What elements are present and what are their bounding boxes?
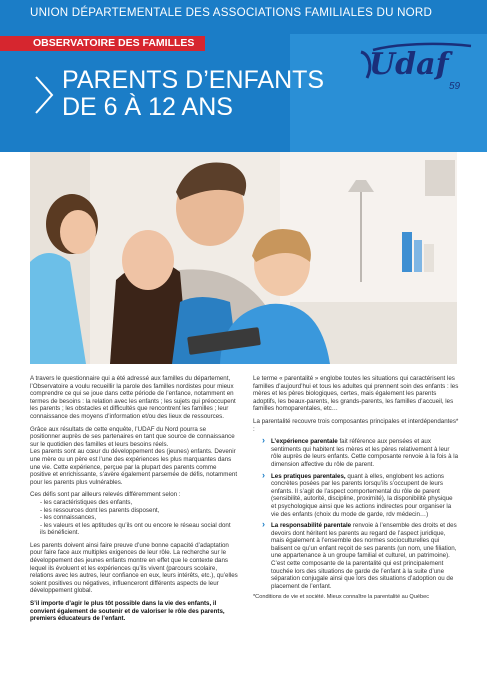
bullet-pratiques bbox=[263, 473, 459, 519]
section-label: OBSERVATOIRE DES FAMILLES bbox=[33, 37, 195, 49]
paragraph-intro: A travers le questionnaire qui a été adressé aux familles du département, l’Observatoire a voulu recueillir la parole des familles nordistes pour mieux comprendre ce qui se joue dans cette période de l’enfance, notamment en termes de besoins : la relation avec les enfants ; les sujets qui préoccupent les parents ; les obstacles et difficultés que rencontrent les familles ; leur connaissance des moyens d’information et/ou des lieux de ressources. bbox=[30, 375, 236, 420]
footnote: *Conditions de vie et société. Mieux connaître la parentalité au Québec bbox=[253, 594, 429, 601]
logo-number: 59 bbox=[449, 81, 461, 92]
udaf-logo bbox=[355, 38, 475, 96]
organization-name: UNION DÉPARTEMENTALE DES ASSOCIATIONS FAMILIALES DU NORD bbox=[30, 6, 433, 19]
paragraph-defis: Ces défis sont par ailleurs relevés différemment selon : bbox=[30, 491, 181, 499]
bullet-title: La responsabilité parentale bbox=[271, 522, 352, 530]
bullet-title: Les pratiques parentales, bbox=[271, 472, 346, 480]
paragraph-parents: Les parents sont au cœur du développement des (jeunes) enfants. Devenir une mère ou un père est l’une des expériences les plus marquantes dans une vie. Cette expérience, perçue par la plupart des parents comme positive et enrichissante, s’avère également parsemée de défis, notamment pour les parents plus vulnérables. bbox=[30, 448, 238, 486]
paragraph-conclusion: S’il importe d’agir le plus tôt possible dans la vie des enfants, il convient également de soutenir et de valoriser le rôle des parents, premiers éducateurs de l’enfant. bbox=[30, 600, 225, 623]
page-title-line2: DE 6 À 12 ANS bbox=[62, 93, 233, 121]
paragraph-adaptation: Les parents doivent ainsi faire preuve d’une bonne capacité d’adaptation pour faire face aux multiples exigences de leur rôle. La recherche sur le développement des jeunes enfants montre en effet que le contexte dans lequel ils évoluent et les expériences qu’ils vivent (parcours scolaire, relations avec les autres, leur confiance en eux, leurs intérêts, etc.), qu’elles soient positives ou négatives, influenceront différents aspects de leur développement global. bbox=[30, 541, 238, 595]
bullet-text: quant à elles, englobent les actions concrètes posées par les parents lorsqu’ils s’occupent de leurs enfants. Il s’agit de l’aspect comportemental du rôle de parent (sensibilité, autorité, discipline, proximité), la disponibilité physique et psychologique ainsi que les actions indirectes pour organiser la vie des enfants (choix du mode de garde, rdv médecin…) bbox=[271, 472, 453, 518]
bullet-text: fait référence aux pensées et aux sentiments qui habitent les mères et les pères relativement à leur rôle auprès de leurs enfants. Cette composante renvoie à la fois à la dimension affective du rôle de parent. bbox=[271, 438, 459, 468]
list-item: - les ressources dont les parents disposent, bbox=[40, 506, 160, 514]
section-band bbox=[0, 36, 205, 51]
family-photo-illustration bbox=[30, 152, 457, 364]
paragraph-composantes: La parentalité recouvre trois composantes principales et interdépendantes* : bbox=[253, 417, 459, 433]
bullet-responsabilite bbox=[263, 522, 459, 590]
bullet-title: L’expérience parentale bbox=[271, 438, 338, 446]
list-item: - les connaissances, bbox=[40, 514, 97, 522]
logo-text: Udaf bbox=[369, 47, 449, 82]
bullet-experience bbox=[263, 438, 459, 468]
list-item: - les caractéristiques des enfants, bbox=[40, 498, 133, 506]
right-column bbox=[253, 375, 459, 607]
list-item: - les valeurs et les aptitudes qu’ils ont ou encore le réseau social dont ils bénéficient. bbox=[40, 521, 231, 537]
bullet-text: renvoie à l’ensemble des droits et des devoirs dont héritent les parents au regard de l’aspect juridique, mais également à l’ensemble des normes socioculturelles qui balisent ce qu’un enfant reçoit de ses parents (un nom, une filiation, une appartenance à un groupe familial et culturel, un patrimoine). C’est cette composante de la parentalité qui est principalement touchée lors des situations de garde de l’enfant à la suite d’une séparation conjugale ainsi que lors des situations d’adoption ou de placement de l’enfant. bbox=[271, 522, 457, 590]
family-photo bbox=[30, 152, 457, 364]
paragraph-udaf: Grâce aux résultats de cette enquête, l’UDAF du Nord pourra se positionner auprès de ses partenaires en tant que source de connaissance sur le quotidien des familles et leurs besoins réels. bbox=[30, 425, 235, 448]
paragraph-parentalite: Le terme « parentalité » englobe toutes les situations qui caractérisent les familles d’aujourd’hui et tous les adultes qui prennent soin des enfants : les mères et les pères biologiques, certes, mais également les parents adoptifs, les beaux-parents, les grands-parents, les familles d’accueil, les familles homoparentales, etc… bbox=[253, 375, 459, 413]
left-column bbox=[30, 375, 238, 628]
page-title-line1: PARENTS D’ENFANTS bbox=[62, 66, 325, 94]
chevron-right-icon bbox=[33, 75, 55, 115]
header-banner bbox=[0, 0, 487, 152]
